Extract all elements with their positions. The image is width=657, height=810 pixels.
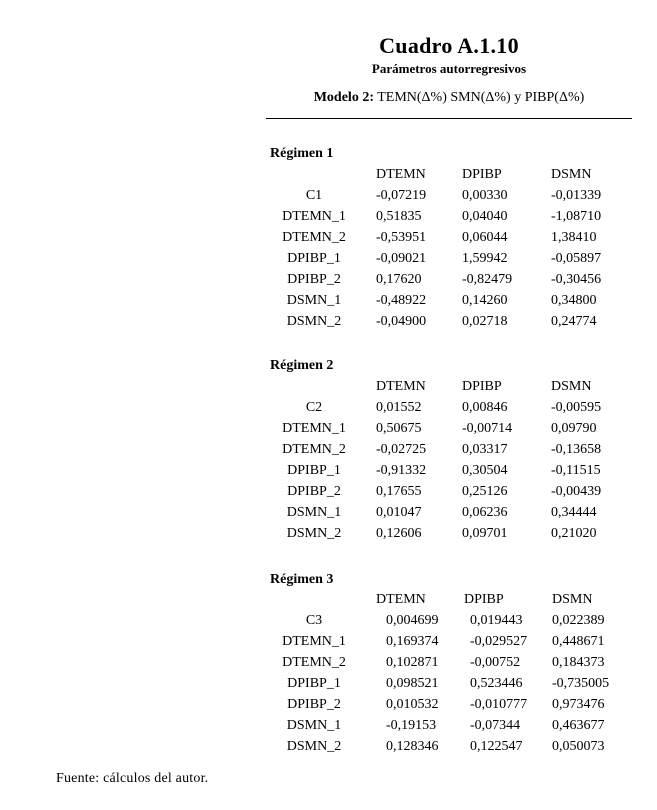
cell-value: -0,82479 — [462, 272, 513, 287]
regime-title: Régimen 3 — [270, 572, 334, 587]
cell-value: -0,19153 — [386, 718, 437, 733]
row-label: DSMN_2 — [286, 526, 342, 541]
cell-value: -0,11515 — [551, 463, 601, 478]
model-line — [266, 90, 632, 106]
row-label: DTEMN_1 — [282, 634, 346, 649]
cell-value: -0,029527 — [470, 634, 528, 649]
cell-value: 0,010532 — [386, 697, 439, 712]
model-description: TEMN(Δ%) SMN(Δ%) y PIBP(Δ%) — [377, 90, 585, 105]
row-label: DPIBP_2 — [287, 272, 341, 287]
table-row — [266, 523, 632, 544]
cell-value: 1,59942 — [462, 251, 508, 266]
cell-value: 0,24774 — [551, 314, 597, 329]
table-row — [266, 227, 632, 248]
cell-value: -0,04900 — [376, 314, 427, 329]
cell-value: -0,01339 — [551, 188, 602, 203]
cell-value: 0,122547 — [470, 739, 523, 754]
row-label: DSMN_2 — [286, 739, 342, 754]
cell-value: 0,03317 — [462, 442, 508, 457]
column-header: DSMN — [551, 379, 592, 394]
row-label: DTEMN_2 — [282, 655, 346, 670]
table-title: Cuadro A.1.10 — [379, 33, 519, 58]
column-header: DTEMN — [376, 379, 426, 394]
cell-value: 0,25126 — [462, 484, 508, 499]
column-header: DSMN — [552, 592, 593, 607]
cell-value: 0,17655 — [376, 484, 422, 499]
cell-value: 0,21020 — [551, 526, 597, 541]
table-row — [266, 290, 632, 311]
column-header: DPIBP — [464, 592, 504, 607]
column-header: DSMN — [551, 167, 592, 182]
column-header-row — [266, 376, 632, 397]
cell-value: 0,184373 — [552, 655, 605, 670]
table-row — [266, 715, 632, 736]
table-row — [266, 397, 632, 418]
row-label: DTEMN_1 — [282, 209, 346, 224]
table-row — [266, 673, 632, 694]
cell-value: -0,735005 — [552, 676, 610, 691]
row-label: DSMN_1 — [286, 718, 342, 733]
column-header: DTEMN — [376, 167, 426, 182]
column-header: DTEMN — [376, 592, 426, 607]
cell-value: -1,08710 — [551, 209, 602, 224]
cell-value: 0,17620 — [376, 272, 422, 287]
cell-value: 0,12606 — [376, 526, 422, 541]
row-label: DPIBP_2 — [287, 484, 341, 499]
row-label: DSMN_1 — [286, 293, 342, 308]
column-header: DPIBP — [462, 379, 502, 394]
cell-value: 0,00846 — [462, 400, 508, 415]
row-label: DPIBP_1 — [287, 676, 341, 691]
column-header-row — [266, 589, 632, 610]
table-row — [266, 418, 632, 439]
row-label: C2 — [305, 400, 323, 415]
row-label: DPIBP_2 — [287, 697, 341, 712]
table-row — [266, 460, 632, 481]
cell-value: -0,05897 — [551, 251, 602, 266]
cell-value: 0,30504 — [462, 463, 508, 478]
row-label: DTEMN_1 — [282, 421, 346, 436]
cell-value: -0,00439 — [551, 484, 602, 499]
table-subtitle: Parámetros autorregresivos — [371, 61, 527, 76]
cell-value: 0,050073 — [552, 739, 605, 754]
cell-value: -0,48922 — [376, 293, 427, 308]
cell-value: -0,00714 — [462, 421, 513, 436]
table-row — [266, 185, 632, 206]
row-label: DPIBP_1 — [287, 463, 341, 478]
cell-value: -0,91332 — [376, 463, 427, 478]
cell-value: 0,102871 — [386, 655, 439, 670]
cell-value: -0,07344 — [470, 718, 521, 733]
cell-value: 0,022389 — [552, 613, 605, 628]
cell-value: 0,09790 — [551, 421, 597, 436]
cell-value: 0,09701 — [462, 526, 508, 541]
table-row — [266, 652, 632, 673]
cell-value: -0,53951 — [376, 230, 427, 245]
cell-value: -0,09021 — [376, 251, 427, 266]
table-row — [266, 248, 632, 269]
cell-value: 0,004699 — [386, 613, 439, 628]
cell-value: 0,01047 — [376, 505, 422, 520]
cell-value: 0,973476 — [552, 697, 605, 712]
row-label: DPIBP_1 — [287, 251, 341, 266]
cell-value: -0,010777 — [470, 697, 528, 712]
cell-value: 0,06044 — [462, 230, 508, 245]
table-row — [266, 631, 632, 652]
cell-value: 0,34800 — [551, 293, 597, 308]
cell-value: -0,00752 — [470, 655, 521, 670]
table-row — [266, 610, 632, 631]
table-row — [266, 736, 632, 757]
cell-value: 1,38410 — [551, 230, 597, 245]
cell-value: 0,523446 — [470, 676, 523, 691]
model-label: Modelo 2: — [313, 90, 374, 105]
regime-title: Régimen 2 — [270, 358, 334, 373]
cell-value: -0,00595 — [551, 400, 602, 415]
table-row — [266, 502, 632, 523]
cell-value: -0,07219 — [376, 188, 427, 203]
cell-value: 0,128346 — [386, 739, 439, 754]
cell-value: 0,51835 — [376, 209, 422, 224]
column-header-row — [266, 164, 632, 185]
table-row — [266, 694, 632, 715]
cell-value: 0,098521 — [386, 676, 439, 691]
cell-value: 0,00330 — [462, 188, 508, 203]
cell-value: 0,02718 — [462, 314, 508, 329]
table-row — [266, 206, 632, 227]
regime-title: Régimen 1 — [270, 146, 334, 161]
row-label: C1 — [305, 188, 323, 203]
header-rule — [266, 118, 632, 119]
cell-value: 0,448671 — [552, 634, 605, 649]
cell-value: 0,06236 — [462, 505, 508, 520]
source-note: Fuente: cálculos del autor. — [56, 771, 209, 786]
cell-value: 0,14260 — [462, 293, 508, 308]
column-header: DPIBP — [462, 167, 502, 182]
cell-value: 0,01552 — [376, 400, 422, 415]
row-label: C3 — [305, 613, 323, 628]
cell-value: 0,34444 — [551, 505, 597, 520]
row-label: DTEMN_2 — [282, 230, 346, 245]
cell-value: 0,50675 — [376, 421, 422, 436]
row-label: DSMN_1 — [286, 505, 342, 520]
cell-value: -0,02725 — [376, 442, 427, 457]
cell-value: -0,13658 — [551, 442, 602, 457]
table-row — [266, 481, 632, 502]
cell-value: 0,04040 — [462, 209, 508, 224]
cell-value: 0,169374 — [386, 634, 439, 649]
row-label: DSMN_2 — [286, 314, 342, 329]
table-row — [266, 439, 632, 460]
cell-value: 0,019443 — [470, 613, 523, 628]
table-row — [266, 269, 632, 290]
row-label: DTEMN_2 — [282, 442, 346, 457]
cell-value: 0,463677 — [552, 718, 605, 733]
table-row — [266, 311, 632, 332]
cell-value: -0,30456 — [551, 272, 602, 287]
